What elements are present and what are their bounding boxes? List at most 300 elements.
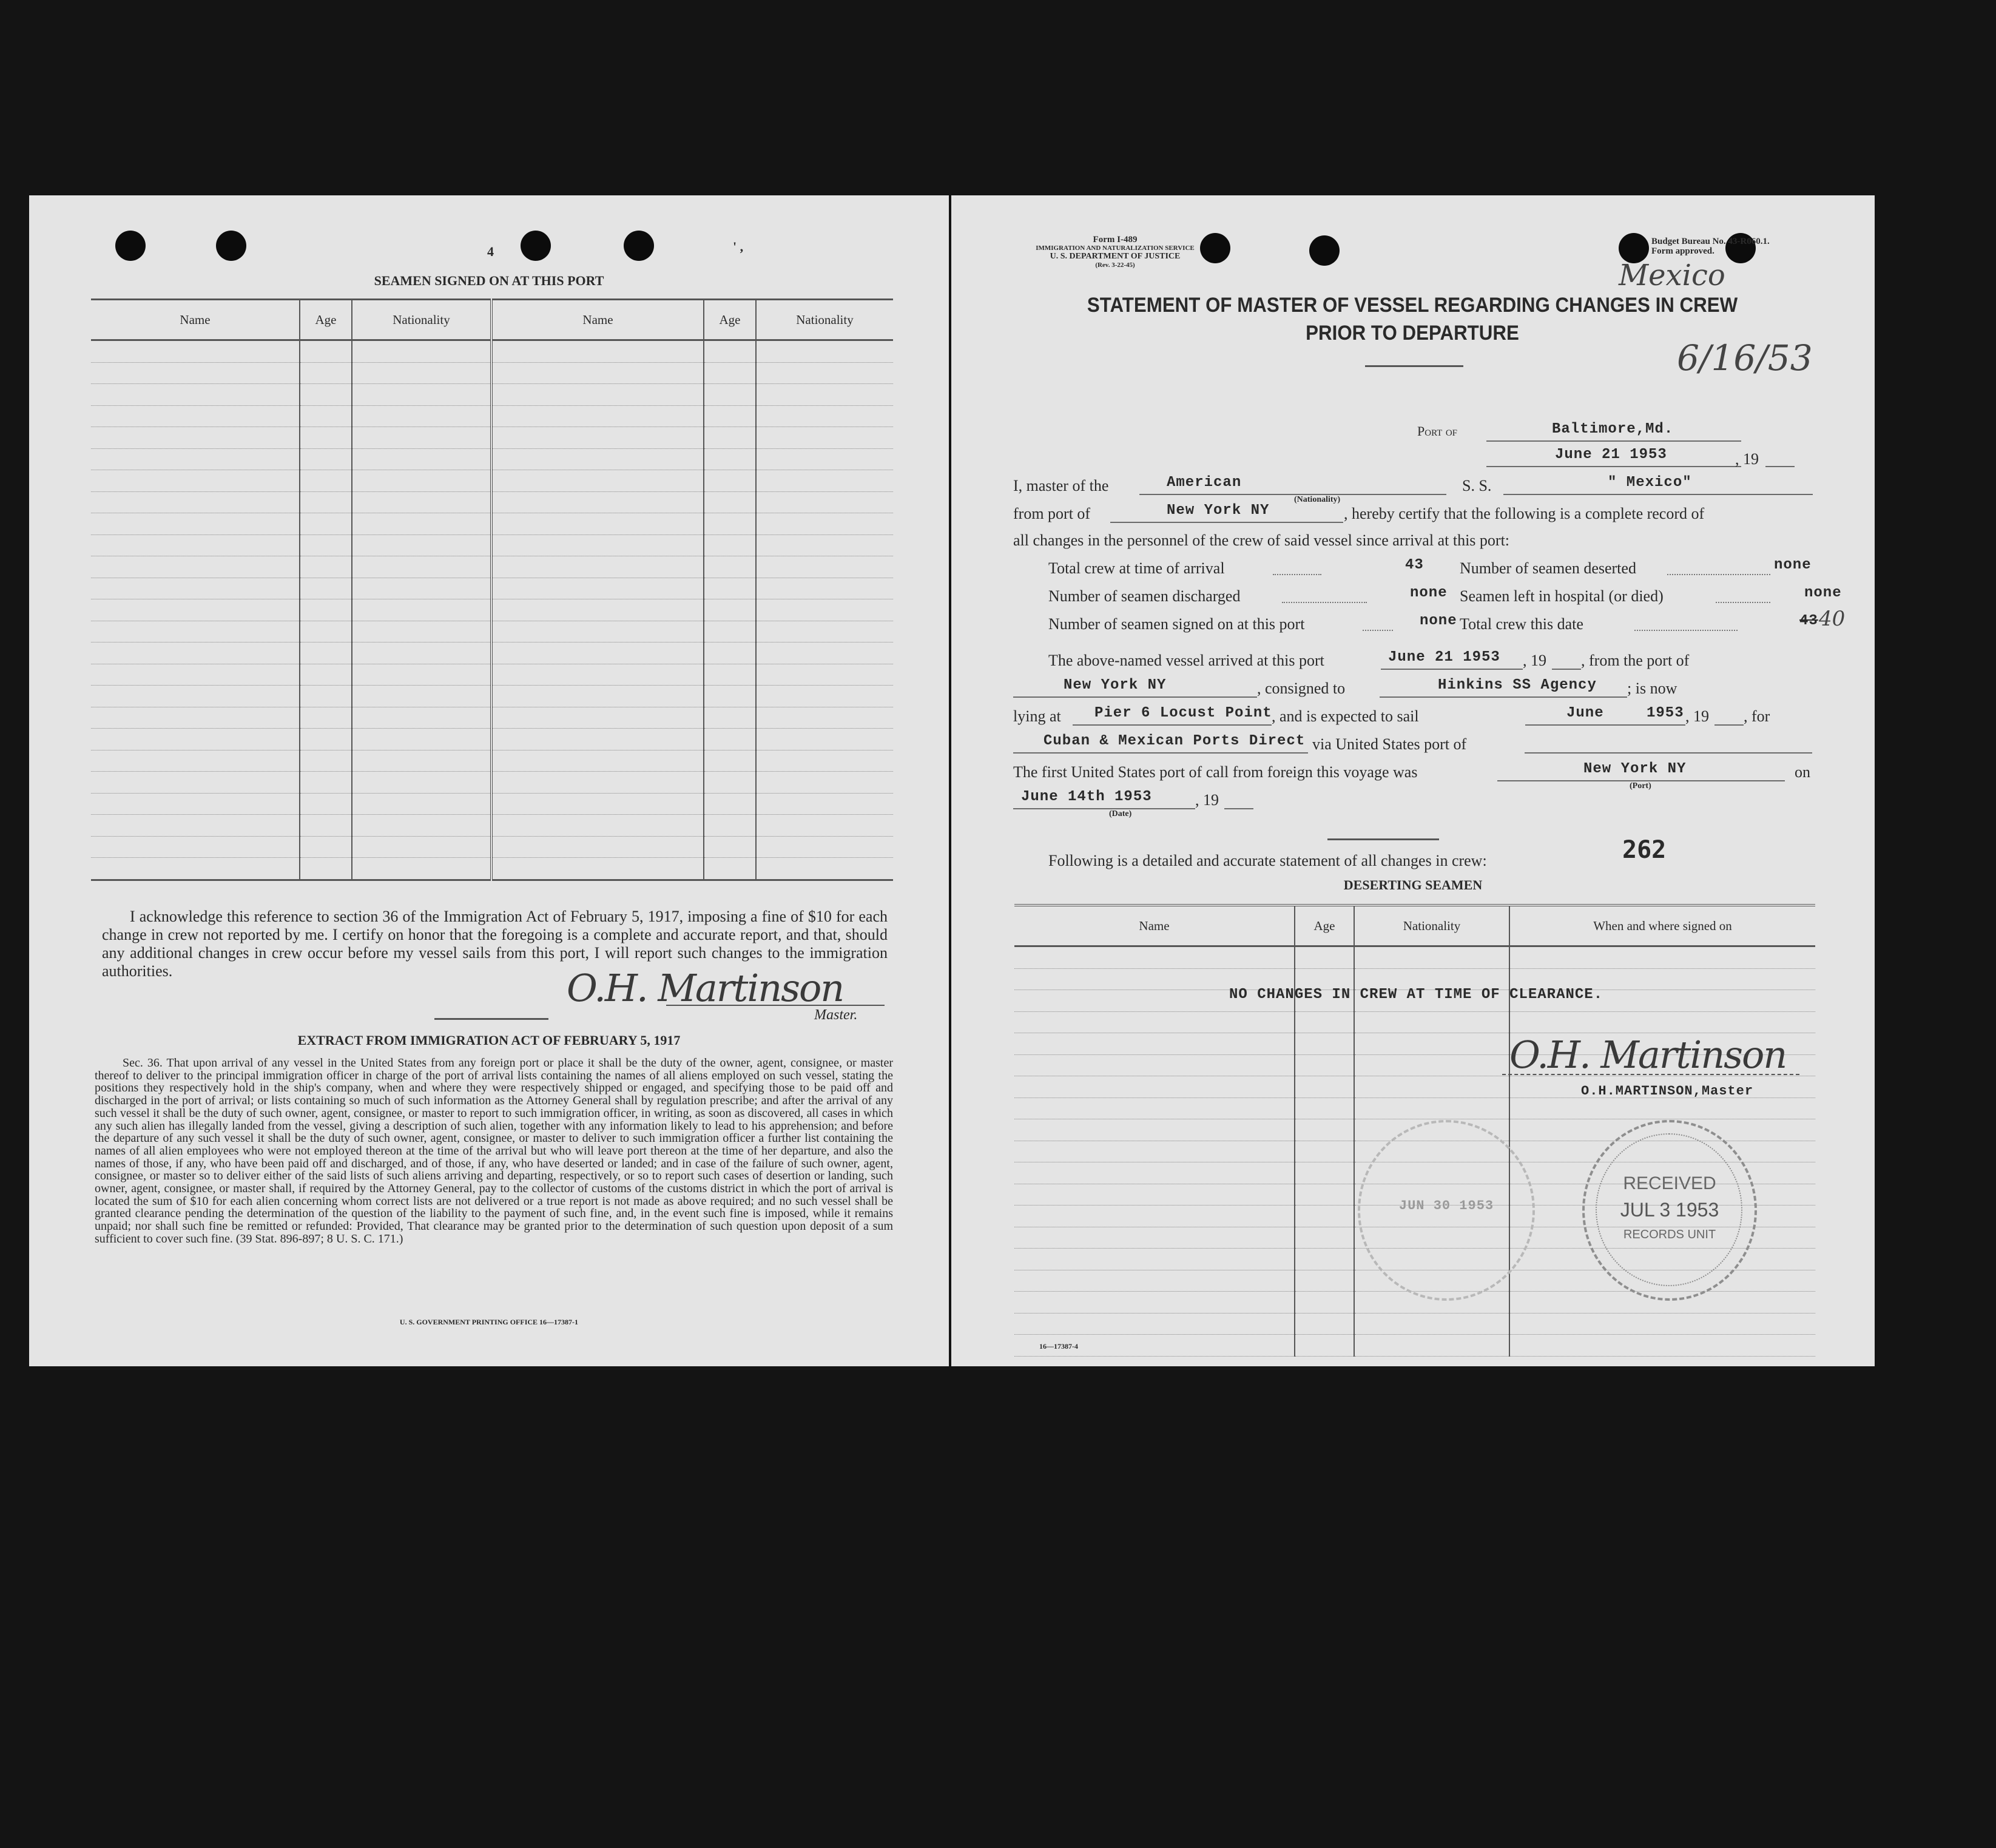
- lying-label: lying at: [1013, 707, 1061, 725]
- port-caption: (Port): [1630, 781, 1651, 791]
- seamen-signed-on-table: [91, 298, 893, 881]
- table-cell: [352, 836, 491, 858]
- table-cell: [352, 599, 491, 621]
- table-cell: [1509, 946, 1815, 969]
- table-cell: [91, 793, 300, 815]
- table-cell: [1014, 1141, 1295, 1162]
- arrived-line: [1381, 669, 1523, 670]
- destination-line: [1013, 752, 1308, 754]
- table-cell: [1295, 1270, 1354, 1292]
- table-cell: [1509, 1313, 1815, 1335]
- arrived-value: June 21 1953: [1388, 649, 1500, 666]
- first-port-label: The first United States port of call from foreign this voyage was: [1013, 763, 1418, 781]
- table-cell: [491, 470, 704, 492]
- table-cell: [491, 405, 704, 427]
- agency-line: (Rev. 3-22-45): [1095, 261, 1135, 269]
- received-label: RECEIVED: [1623, 1173, 1716, 1193]
- table-cell: [352, 750, 491, 772]
- no-changes-text: NO CHANGES IN CREW AT TIME OF CLEARANCE.: [1229, 986, 1603, 1003]
- table-cell: [352, 448, 491, 470]
- table-row: [91, 491, 893, 513]
- table-cell: [300, 578, 352, 599]
- table-cell: [91, 729, 300, 750]
- table-cell: [756, 729, 893, 750]
- table-row: [1014, 946, 1815, 969]
- number-stamp: 262: [1622, 836, 1667, 864]
- table-cell: [756, 491, 893, 513]
- table-cell: [352, 729, 491, 750]
- table-cell: [91, 578, 300, 599]
- table-cell: [91, 491, 300, 513]
- table-cell: [1014, 1313, 1295, 1335]
- punch-hole: [115, 231, 146, 261]
- table-row: [1014, 1313, 1815, 1335]
- table-cell: [756, 750, 893, 772]
- table-cell: [491, 686, 704, 707]
- table-cell: [1014, 1054, 1295, 1076]
- table-cell: [756, 470, 893, 492]
- table-cell: [352, 535, 491, 556]
- via-line: [1525, 752, 1812, 754]
- table-row: [91, 729, 893, 750]
- table-row: [91, 384, 893, 406]
- table-cell: [704, 513, 756, 535]
- table-cell: [756, 427, 893, 449]
- acknowledgement-text: I acknowledge this reference to section 36 of the Immigration Act of February 5, 1917, imposing a fine of $10 for each change in crew not reported by me. I certify on honor that the foregoing is a complete and accurate report, and that, should any additional changes in crew occur before my vessel sails from this port, I will report such changes to the immigration authorities.: [102, 908, 888, 980]
- table-cell: [704, 362, 756, 384]
- page-number: 4: [487, 244, 494, 259]
- table-cell: [300, 448, 352, 470]
- from-the-port-label: , from the port of: [1581, 652, 1690, 669]
- consigned-line: [1380, 696, 1627, 698]
- table-cell: [704, 772, 756, 794]
- total-crew-date-value: 43: [1799, 613, 1818, 629]
- table-row: [91, 621, 893, 642]
- table-cell: [704, 664, 756, 686]
- table-cell: [1354, 1098, 1509, 1119]
- table-cell: [300, 642, 352, 664]
- table-cell: [704, 621, 756, 642]
- table-cell: [300, 384, 352, 406]
- deserted-label: Number of seamen deserted: [1460, 559, 1636, 577]
- table-cell: [352, 427, 491, 449]
- table-cell: [1014, 1206, 1295, 1227]
- table-cell: [91, 362, 300, 384]
- table-cell: [491, 535, 704, 556]
- left-page: [29, 195, 949, 1366]
- table-cell: [352, 340, 491, 363]
- table-cell: [491, 793, 704, 815]
- postmark-stamp: [1358, 1120, 1535, 1301]
- table-cell: [300, 491, 352, 513]
- column-header: When and where signed on: [1509, 905, 1815, 946]
- deserted-value: none: [1774, 557, 1812, 573]
- column-header: Nationality: [1354, 905, 1509, 946]
- table-cell: [352, 664, 491, 686]
- table-cell: [756, 621, 893, 642]
- table-cell: [1295, 1119, 1354, 1141]
- table-row: [91, 556, 893, 578]
- table-cell: [352, 621, 491, 642]
- table-cell: [491, 556, 704, 578]
- form-title-line2: PRIOR TO DEPARTURE: [1306, 322, 1519, 345]
- from-port-line: [1110, 522, 1343, 523]
- table-row: [91, 599, 893, 621]
- sail-year-value: 1953: [1647, 705, 1684, 721]
- arrived-year-line: [1552, 669, 1581, 670]
- table-cell: [1295, 1292, 1354, 1313]
- table-cell: [300, 340, 352, 363]
- table-cell: [491, 513, 704, 535]
- table-row: [91, 664, 893, 686]
- table-cell: [756, 556, 893, 578]
- table-cell: [491, 384, 704, 406]
- table-cell: [491, 729, 704, 750]
- stray-marks: ' ,: [733, 239, 744, 254]
- table-cell: [491, 599, 704, 621]
- signature-line: [666, 1005, 885, 1006]
- table-cell: [300, 815, 352, 837]
- table-cell: [756, 836, 893, 858]
- table-row: [1014, 1098, 1815, 1119]
- on-label: on: [1795, 763, 1810, 781]
- table-cell: [300, 427, 352, 449]
- consigned-value: Hinkins SS Agency: [1438, 677, 1597, 693]
- table-cell: [352, 578, 491, 599]
- certify-text: , hereby certify that the following is a complete record of: [1344, 505, 1705, 522]
- discharged-value: none: [1410, 585, 1448, 601]
- table-cell: [491, 578, 704, 599]
- for-label: , for: [1744, 707, 1770, 725]
- first-port-year-prefix: , 19: [1195, 791, 1219, 809]
- table-cell: [756, 384, 893, 406]
- table-cell: [756, 448, 893, 470]
- lying-line: [1073, 724, 1272, 726]
- table-cell: [1014, 1249, 1295, 1270]
- table-cell: [756, 362, 893, 384]
- punch-hole: [624, 231, 654, 261]
- table-cell: [704, 340, 756, 363]
- nationality-caption: (Nationality): [1294, 495, 1341, 504]
- table-cell: [1295, 1313, 1354, 1335]
- table-cell: [704, 599, 756, 621]
- table-cell: [300, 836, 352, 858]
- table-cell: [91, 599, 300, 621]
- table-cell: [1014, 1119, 1295, 1141]
- table-cell: [300, 405, 352, 427]
- table-row: [91, 686, 893, 707]
- table-cell: [491, 340, 704, 363]
- total-crew-date-label: Total crew this date: [1460, 615, 1583, 633]
- master-signature: O.H. Martinson: [567, 966, 844, 1010]
- total-crew-arrival-value: 43: [1405, 557, 1424, 573]
- table-cell: [300, 858, 352, 880]
- table-cell: [300, 599, 352, 621]
- table-cell: [491, 815, 704, 837]
- table-row: [91, 513, 893, 535]
- port-label: Port of: [1417, 423, 1458, 439]
- table-cell: [91, 750, 300, 772]
- table-cell: [1354, 1054, 1509, 1076]
- total-crew-date-correction: 40: [1819, 607, 1846, 631]
- table-row: [91, 642, 893, 664]
- signature-caption: Master.: [814, 1007, 858, 1023]
- table-cell: [756, 772, 893, 794]
- expected-label: , and is expected to sail: [1272, 707, 1419, 725]
- table-row: [91, 772, 893, 794]
- table-cell: [1509, 1011, 1815, 1033]
- hospital-value: none: [1804, 585, 1842, 601]
- table-cell: [756, 405, 893, 427]
- table-cell: [1295, 1033, 1354, 1055]
- column-header: Age: [1295, 905, 1354, 946]
- deserting-title: DESERTING SEAMEN: [1343, 877, 1483, 892]
- table-cell: [491, 427, 704, 449]
- table-cell: [91, 858, 300, 880]
- date-value: June 21 1953: [1555, 447, 1667, 463]
- table-cell: [1295, 946, 1354, 969]
- table-cell: [352, 491, 491, 513]
- table-cell: [704, 535, 756, 556]
- table-cell: [704, 556, 756, 578]
- table-row: [91, 405, 893, 427]
- table-cell: [300, 793, 352, 815]
- table-cell: [491, 858, 704, 880]
- table-cell: [300, 535, 352, 556]
- table-cell: [91, 686, 300, 707]
- sail-year-prefix: , 19: [1685, 707, 1709, 725]
- table-cell: [704, 448, 756, 470]
- date-caption: (Date): [1109, 809, 1132, 818]
- table-cell: [352, 362, 491, 384]
- budget-line: Form approved.: [1651, 246, 1714, 256]
- column-header: Name: [1014, 905, 1295, 946]
- table-cell: [1295, 1054, 1354, 1076]
- first-port-value: New York NY: [1583, 761, 1687, 777]
- table-cell: [1014, 1184, 1295, 1206]
- table-cell: [91, 836, 300, 858]
- port-value: Baltimore,Md.: [1552, 421, 1674, 437]
- table-cell: [300, 686, 352, 707]
- date-line: [1486, 466, 1741, 467]
- table-cell: [1014, 1292, 1295, 1313]
- table-cell: [491, 491, 704, 513]
- table-cell: [1354, 946, 1509, 969]
- table-cell: [704, 858, 756, 880]
- table-cell: [1014, 1270, 1295, 1292]
- sail-date-line: [1525, 724, 1685, 726]
- via-label: via United States port of: [1312, 735, 1467, 753]
- table-cell: [491, 642, 704, 664]
- table-cell: [491, 772, 704, 794]
- budget-line: Budget Bureau No. 43-R060.1.: [1651, 237, 1770, 246]
- table-cell: [352, 858, 491, 880]
- table-cell: [756, 664, 893, 686]
- consigned-label: , consigned to: [1257, 680, 1346, 697]
- extract-title: EXTRACT FROM IMMIGRATION ACT OF FEBRUARY 5, 1917: [297, 1033, 681, 1048]
- arrived-year-prefix: , 19: [1523, 652, 1546, 669]
- column-header: Age: [704, 300, 756, 340]
- agency-line: U. S. DEPARTMENT OF JUSTICE: [1050, 252, 1181, 261]
- table-cell: [352, 815, 491, 837]
- arrived-from-value: New York NY: [1064, 677, 1167, 693]
- master-label: I, master of the: [1013, 477, 1109, 494]
- lying-value: Pier 6 Locust Point: [1094, 705, 1272, 721]
- hospital-label: Seamen left in hospital (or died): [1460, 587, 1664, 605]
- table-cell: [91, 340, 300, 363]
- table-cell: [756, 535, 893, 556]
- table-cell: [352, 556, 491, 578]
- table-cell: [491, 362, 704, 384]
- table-cell: [300, 772, 352, 794]
- signed-on-value: none: [1420, 613, 1457, 629]
- leader-dots: [1667, 574, 1770, 575]
- first-port-date-line: [1013, 808, 1195, 809]
- table-cell: [1295, 1141, 1354, 1162]
- table-cell: [1354, 1335, 1509, 1357]
- table-cell: [491, 621, 704, 642]
- table-row: [1014, 1011, 1815, 1033]
- table-cell: [491, 448, 704, 470]
- table-cell: [491, 664, 704, 686]
- table-cell: [756, 686, 893, 707]
- table-cell: [91, 427, 300, 449]
- table-cell: [352, 470, 491, 492]
- column-header: Age: [300, 300, 352, 340]
- table-row: [91, 448, 893, 470]
- table-cell: [756, 642, 893, 664]
- table-cell: [352, 707, 491, 729]
- table-cell: [1509, 1335, 1815, 1357]
- table-cell: [756, 707, 893, 729]
- table-cell: [1295, 1076, 1354, 1098]
- table-cell: [1014, 1011, 1295, 1033]
- table-cell: [1014, 1227, 1295, 1249]
- all-changes-text: all changes in the personnel of the crew of said vessel since arrival at this port:: [1013, 531, 1510, 549]
- leader-dots: [1716, 602, 1770, 603]
- printer-line: U. S. GOVERNMENT PRINTING OFFICE 16—17387-1: [399, 1318, 579, 1326]
- signature-line: [1502, 1074, 1799, 1075]
- year-prefix: , 19: [1735, 450, 1759, 468]
- extract-text: Sec. 36. That upon arrival of any vessel in the United States from any foreign port or place it shall be the duty of the owner, agent, consignee, or master thereof to deliver to the principal immigration officer in charge of the port of arrival lists containing the names of all aliens employed on such vessel, stating the positions they respectively hold in the ship's company, when and where they were respectively shipped or engaged, and specifying those to be paid off and discharged in the port of arrival; or lists containing so much of such information as the Attorney General shall by regulation prescribe; and after the arrival of any such vessel it shall be the duty of such owner, agent, consignee, or master to report to such immigration officer, in writing, as soon as discovered, all cases in which any such alien has illegally landed from the vessel, giving a description of such alien, together with any information likely to lead to his apprehension; and before the departure of any such vessel it shall be the duty of such owner, agent, consignee, or master to deliver to such immigration officer a further list containing the names of all alien employees who were not employed thereon at the time of the arrival but who will leave port thereon at the time of her departure, and also the names of those, if any, who have been paid off and discharged, and of those, if any, who have deserted or landed; and in case of the failure of such owner, agent, consignee, or master so to deliver either of the said lists of such aliens arriving and departing, respectively, or so to report such cases of desertion or landing, such owner, agent, consignee, or master shall, if required by the Attorney General, pay to the collector of customs of the customs district in which the port of arrival is located the sum of $10 for each alien concerning whom correct lists are not delivered or a true report is not made as above required; and no such vessel shall be granted clearance pending the determination of the question of the liability to the payment of such fine, and, in the event such fine is imposed, while it remains unpaid; nor shall such fine be remitted or refunded: Provided, That clearance may be granted prior to the determination of such question upon deposit of a sum sufficient to cover such fine. (39 Stat. 896-897; 8 U. S. C. 171.): [95, 1056, 893, 1246]
- table-cell: [300, 707, 352, 729]
- sail-year-line: [1714, 724, 1744, 726]
- table-cell: [1295, 1098, 1354, 1119]
- table-row: [91, 578, 893, 599]
- table-row: [91, 750, 893, 772]
- table-cell: [352, 686, 491, 707]
- table-cell: [756, 340, 893, 363]
- table-cell: [300, 621, 352, 642]
- table-row: [91, 836, 893, 858]
- table-cell: [1295, 1249, 1354, 1270]
- ship-line: [1503, 494, 1813, 495]
- table-cell: [1354, 1076, 1509, 1098]
- form-title-line1: STATEMENT OF MASTER OF VESSEL REGARDING CHANGES IN CREW: [1087, 294, 1738, 317]
- table-cell: [704, 750, 756, 772]
- divider: [1327, 838, 1439, 840]
- table-cell: [352, 513, 491, 535]
- table-cell: [1295, 1011, 1354, 1033]
- column-header: Nationality: [352, 300, 491, 340]
- table-cell: [704, 793, 756, 815]
- table-cell: [1014, 1162, 1295, 1184]
- discharged-label: Number of seamen discharged: [1048, 587, 1241, 605]
- section-title: SEAMEN SIGNED ON AT THIS PORT: [374, 273, 604, 288]
- table-cell: [704, 815, 756, 837]
- table-cell: [1295, 1335, 1354, 1357]
- table-cell: [300, 729, 352, 750]
- table-cell: [91, 513, 300, 535]
- table-row: [91, 427, 893, 449]
- table-cell: [300, 556, 352, 578]
- table-cell: [704, 578, 756, 599]
- table-cell: [352, 793, 491, 815]
- table-row: [91, 340, 893, 363]
- arrived-label: The above-named vessel arrived at this port: [1048, 652, 1324, 669]
- right-page: [951, 195, 1875, 1366]
- table-cell: [1295, 1184, 1354, 1206]
- table-cell: [1354, 1011, 1509, 1033]
- table-cell: [756, 815, 893, 837]
- table-cell: [91, 535, 300, 556]
- following-text: Following is a detailed and accurate statement of all changes in crew:: [1048, 852, 1487, 869]
- table-cell: [91, 664, 300, 686]
- table-cell: [91, 384, 300, 406]
- sail-month-value: June: [1566, 705, 1604, 721]
- received-stamp: [1582, 1120, 1757, 1301]
- leader-dots: [1634, 630, 1738, 631]
- table-cell: [91, 405, 300, 427]
- column-header: Nationality: [756, 300, 893, 340]
- table-cell: [704, 405, 756, 427]
- column-header: Name: [491, 300, 704, 340]
- master-signature: O.H. Martinson: [1509, 1033, 1787, 1077]
- column-header: Name: [91, 300, 300, 340]
- punch-hole: [521, 231, 551, 261]
- table-row: [91, 470, 893, 492]
- table-cell: [91, 707, 300, 729]
- table-cell: [491, 707, 704, 729]
- table-cell: [491, 750, 704, 772]
- table-cell: [756, 513, 893, 535]
- first-port-year-line: [1224, 808, 1253, 809]
- table-cell: [756, 793, 893, 815]
- table-row: [91, 362, 893, 384]
- leader-dots: [1273, 574, 1321, 575]
- table-cell: [1014, 1076, 1295, 1098]
- table-cell: [91, 470, 300, 492]
- from-port-label: from port of: [1013, 505, 1091, 522]
- table-cell: [352, 642, 491, 664]
- table-cell: [352, 405, 491, 427]
- from-port-value: New York NY: [1167, 502, 1270, 519]
- table-cell: [300, 362, 352, 384]
- table-cell: [756, 578, 893, 599]
- postmark-date: JUN 30 1953: [1398, 1198, 1494, 1213]
- table-cell: [91, 621, 300, 642]
- first-port-date-value: June 14th 1953: [1021, 789, 1152, 805]
- handwritten-vessel-name: Mexico: [1619, 258, 1725, 292]
- leader-dots: [1363, 630, 1393, 631]
- table-cell: [704, 686, 756, 707]
- table-row: [91, 858, 893, 880]
- table-row: [91, 535, 893, 556]
- table-cell: [1014, 1033, 1295, 1055]
- table-cell: [91, 448, 300, 470]
- signed-on-label: Number of seamen signed on at this port: [1048, 615, 1305, 633]
- destination-value: Cuban & Mexican Ports Direct: [1044, 733, 1306, 749]
